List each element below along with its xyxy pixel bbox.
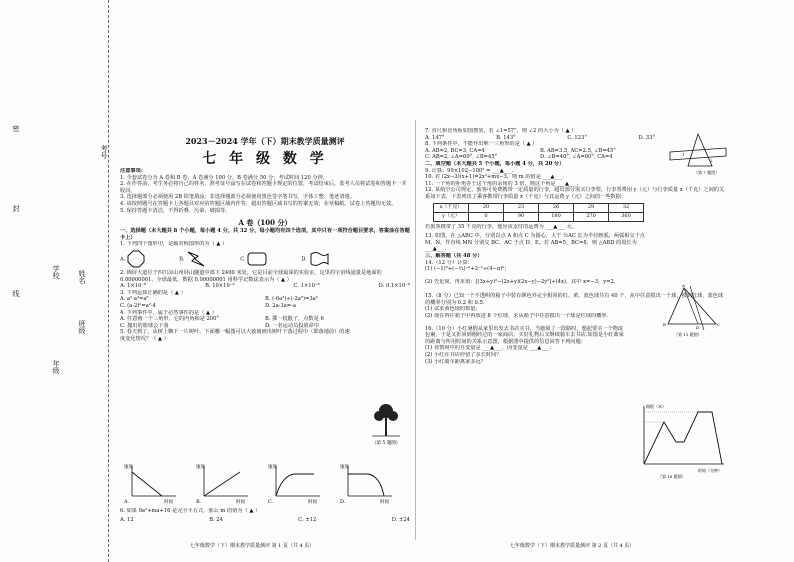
q9: 9. 计算：99×102−100² = ___▲___. bbox=[425, 167, 514, 174]
q15-2: (2) 现在再往箱子中再放进 8 个红球，求从箱子中任意摸出一个球是红球的概率. bbox=[425, 313, 609, 320]
part1-heading: 一、选择题（本大题共 8 个小题，每小题 4 分，共 32 分，每小题均有四个选项，其中只有一项符合题目要求，答案涂在答题卡上） bbox=[120, 228, 410, 241]
q3-option: A. a²·a³=a⁶ bbox=[120, 296, 149, 303]
svg-text:A: A bbox=[682, 283, 685, 288]
q8-option: A. AB=2, BC=3, CA=4 bbox=[425, 147, 485, 154]
q2: 2. 锦屏大道位于四川凉山州屏山隧道中部下 2400 米处，它是目前全球最深的实验室，这里的宇宙线通量是地面的 0.00000001，全球最低，数据 0.00000001 用科学记数法表示为（ ▲ ） bbox=[120, 269, 382, 283]
q6-options bbox=[120, 517, 410, 524]
q1: 1. 下列四个图形中，是轴对称图形的为（ ▲ ） bbox=[120, 241, 228, 248]
q2-option: D. 0.1×10⁻⁸ bbox=[378, 283, 410, 290]
q3: 3. 下列运算正确的是（ ▲ ） bbox=[120, 289, 186, 296]
q8-option: C. AB=2, ∠A=60°, ∠B=45° bbox=[425, 154, 498, 161]
table-row: y（元） 0 90 180 270 360 bbox=[434, 212, 644, 221]
svg-text:时间（分钟）: 时间（分钟） bbox=[698, 468, 722, 473]
graph-c bbox=[268, 462, 322, 504]
q2-option: B. 10×10⁻⁸ bbox=[205, 283, 235, 290]
q11: 11. 一个角的补角等于这个角的余角的 3 倍，则这个角是 ___▲___. bbox=[425, 180, 579, 187]
svg-text:B: B bbox=[663, 322, 666, 327]
svg-text:时间: 时间 bbox=[308, 500, 317, 504]
class-label: 班级 bbox=[78, 320, 86, 334]
seal-char: 封 bbox=[12, 205, 20, 212]
q4: 4. 下列事件中，属于必然事件的是（ ▲ ） bbox=[120, 309, 217, 316]
q7-options bbox=[425, 135, 655, 142]
seal-char: 密 bbox=[12, 125, 20, 132]
graph-a bbox=[124, 462, 178, 504]
q3-option: D. 2a-3a=-a bbox=[265, 302, 297, 309]
q7: 7. 直尺和直角板如图摆放，若 ∠1=57°，则 ∠2 的大小为（ ▲ ） bbox=[425, 128, 577, 134]
q4-option: B. 掷一枚骰子，点数是 6 bbox=[265, 316, 324, 323]
svg-text:C.: C. bbox=[268, 499, 274, 504]
note-item: 2. 在作答前，考生务必将自己的姓名、准考证号涂写在试卷和答题卡规定的位置，考试结束后，监考人员将试卷和答题卡一并收回。 bbox=[120, 181, 407, 194]
q2-option: A. 1×10⁻⁸ bbox=[120, 283, 147, 290]
rounded-rect-icon bbox=[247, 251, 267, 267]
q5-fig-caption: （第 5 题图） bbox=[372, 441, 401, 446]
seal-char: 线 bbox=[12, 290, 20, 297]
tree-figure bbox=[368, 402, 404, 446]
q3-option: B. (-6a³)÷(-2a²)=3a³ bbox=[265, 296, 318, 303]
svg-text:2: 2 bbox=[710, 158, 713, 163]
subject-title: 七 年 级 数 学 bbox=[202, 151, 328, 167]
footer-right: 七年级数学（下）期末教学质量测评 第 2 页（共 4 页） bbox=[510, 543, 635, 549]
grade-label: 年级 bbox=[52, 360, 60, 374]
q16-3: (3) 小红骑车距离家多远？ bbox=[425, 358, 486, 365]
q4-option: C. 抛出的篮球会下落 bbox=[120, 322, 169, 329]
q6-option: A. 12 bbox=[120, 516, 134, 523]
flag-icon bbox=[309, 251, 329, 267]
q6-option: C. ±12 bbox=[298, 516, 317, 523]
q2-option: C. 1×10⁻⁸ bbox=[293, 283, 320, 290]
q1-option-b: B. bbox=[179, 250, 206, 268]
footer-left: 七年级数学（下）期末教学质量测评 第 1 页（共 4 页） bbox=[190, 543, 315, 549]
name-label: 姓名 bbox=[78, 270, 86, 284]
notes-heading: 注意事项： bbox=[120, 168, 146, 174]
svg-text:时间: 时间 bbox=[164, 500, 173, 504]
q1-option-d: D. bbox=[301, 251, 328, 267]
q16-chart bbox=[628, 402, 728, 480]
q16-1: (1) 该情境中的自变量是 ___▲___，因变量是 ___▲___； bbox=[425, 345, 555, 352]
q12: 12. 某航空公司规定，旅客可免费携带一定质量的行李，超出部分需买行李票，行李票费用 y（元）与行李质量 x（千克）之间的关系如下表，下表列出了乘客携带行李质量 x（千克）与其运费 y（元）之间的一些数据： bbox=[425, 187, 725, 200]
q7-figure bbox=[668, 130, 728, 176]
q14-1: (1) (−1)³+(−½)⁻²+2⁻¹÷(4−π)⁰； bbox=[425, 266, 510, 273]
q7-option: A. 147° bbox=[425, 134, 445, 141]
svg-text:速度: 速度 bbox=[196, 465, 205, 470]
svg-text:（第 13 题图）: （第 13 题图） bbox=[674, 332, 702, 337]
q6-block bbox=[120, 508, 410, 523]
q8-option: B. AB=3.5, AC=2.5, ∠B=45° bbox=[540, 147, 616, 154]
q6: 6. 如果 9a²+ma+16 是完全平方式，那么 m 的值为（ ▲ ） bbox=[120, 508, 261, 514]
graph-d bbox=[340, 462, 394, 504]
q5-graphs bbox=[124, 462, 394, 504]
note-item: 5. 保持答题卡清洁，不得折叠、污染、破损等。 bbox=[120, 207, 231, 214]
q7-option: C. 123° bbox=[567, 134, 587, 141]
octagon-icon bbox=[127, 250, 145, 268]
svg-text:D.: D. bbox=[340, 499, 346, 504]
q10: 10. 若 (2x−3)(x+1)=2x²+mx−3，则 m 的值是 ___▲___. bbox=[425, 174, 564, 181]
note-item: 1. 全套试卷分为 A 卷和 B 卷，A 卷满分 100 分，B 卷满分 50 分；考试时间 120 分钟。 bbox=[120, 174, 328, 181]
q4-option: D. 一名运动员投篮命中 bbox=[265, 322, 319, 329]
q8: 8. 下列条件中，不能作出唯一三角形的是（ ▲ ） bbox=[425, 141, 538, 148]
part3-heading: 三、解答题（共 48 分） bbox=[425, 252, 483, 259]
q3-options bbox=[120, 296, 410, 309]
part2-heading: 二、填空题（本大题共 5 个小题，每小题 4 分，共 20 分） bbox=[425, 160, 565, 167]
q5: 5. 春天到了，从树上飘下一片树叶，下面哪一幅图可以大致刻画出树叶下落过程中（即落地前）的速度变化情况？（ ▲ ） bbox=[120, 329, 350, 342]
q1-options bbox=[120, 248, 410, 270]
q14: 14.（12 分）计算： bbox=[425, 259, 473, 266]
svg-text:路程（米）: 路程（米） bbox=[646, 404, 666, 409]
q13-figure bbox=[660, 282, 726, 338]
svg-text:速度: 速度 bbox=[124, 465, 133, 470]
note-item: 3. 选择题部分必须使用 2B 铅笔填涂；非选择题部分必须使用黑色签字笔书写，字体工整、笔迹清楚。 bbox=[120, 194, 355, 201]
q8-option: D. ∠B=40°, ∠A=60°, CA=4 bbox=[540, 154, 613, 161]
sectionA-title: A 卷（100 分） bbox=[238, 218, 292, 228]
svg-text:C: C bbox=[717, 322, 721, 327]
q4-option: A. 任意画一个三角形，它的内角和是 200° bbox=[120, 316, 220, 323]
svg-text:B.: B. bbox=[196, 499, 202, 504]
svg-text:1: 1 bbox=[682, 152, 685, 157]
q2-options bbox=[120, 283, 410, 290]
q8-options bbox=[425, 148, 655, 161]
q12-table bbox=[433, 203, 644, 222]
q16: 16.（10 分）小红暑假从家里出发去书店买书，当她骑了一段路时，想起要买一个物流包裹，于是又折回到刚经过的一家商店，买好礼物后又继续骑车去书店.如图是小红离家的距离与所用时间的关系示意图，根据图中提供的信息回答下列问题： bbox=[425, 325, 624, 345]
svg-text:（第 16 题图）: （第 16 题图） bbox=[658, 474, 686, 479]
q3-option: C. (a-2)²=a²-4 bbox=[120, 302, 156, 309]
svg-text:A.: A. bbox=[124, 499, 130, 504]
svg-text:时间: 时间 bbox=[236, 500, 245, 504]
lightning-icon bbox=[186, 250, 206, 268]
svg-text:速度: 速度 bbox=[268, 465, 277, 470]
q16-2: (2) 小红在书店停留了多长时间？ bbox=[425, 352, 502, 359]
svg-text:（第 7 题图）: （第 7 题图） bbox=[694, 170, 720, 175]
q13: 13. 如图，在 △ABC 中，分别以点 A 和点 C 为圆心，大于 ½AC 长为半径画弧，两弧相交于点 M、N，作直线 MN 分别交 BC、AC 于点 D、E，若 AB=5，BC=8，则 △ABD 的周长为 ___▲___. bbox=[425, 233, 645, 253]
q15-1: (1) 试求黄色球的数量； bbox=[425, 306, 481, 313]
q6-option: B. 24 bbox=[209, 516, 223, 523]
graph-b bbox=[196, 462, 250, 504]
left-column bbox=[120, 168, 410, 342]
svg-text:时间: 时间 bbox=[380, 500, 389, 504]
binding-margin bbox=[0, 0, 109, 562]
q1-option-a: A. bbox=[120, 250, 145, 268]
note-item: 4. 请按照题号在答题卡上各题目对应的答题区域内作答，超出答题区域书写的答案无效；在草稿纸、试卷上答题均无效。 bbox=[120, 200, 397, 207]
q1-option-c: C. bbox=[240, 251, 267, 267]
q15: 15.（8 分）已知一个不透明的箱子中装有颜色外完全相同的红、黄、蓝色球共有 40 个，从中任意摸出一个球，摸到红球、蓝色球的概率分别为 0.2 和 0.5. bbox=[425, 293, 724, 306]
q7-option: D. 33° bbox=[638, 134, 655, 141]
svg-text:D: D bbox=[696, 325, 700, 330]
table-row: x（千克） 20 23 26 29 32 bbox=[434, 203, 644, 212]
school-label: 学校 bbox=[52, 265, 60, 279]
q12-tail: 若旅客携带了 35 千克的行李，他应该支付的运费为 ___▲___ 元。 bbox=[425, 223, 578, 230]
exam-title: 2023－2024 学年（下）期末教学质量测评 bbox=[185, 136, 345, 146]
examno-label: 考号 bbox=[100, 145, 108, 159]
column-divider bbox=[415, 120, 416, 540]
q6-option: D. ±24 bbox=[391, 516, 410, 523]
svg-text:速度: 速度 bbox=[340, 465, 349, 470]
q7-option: B. 143° bbox=[496, 134, 516, 141]
q14-2: (2) 先化简，再求值：[(3x+y)²−(2x+y)(2x−y)−2y²]÷(4x)，其中 x=−3，y=2. bbox=[425, 278, 616, 285]
q4-options bbox=[120, 316, 410, 329]
